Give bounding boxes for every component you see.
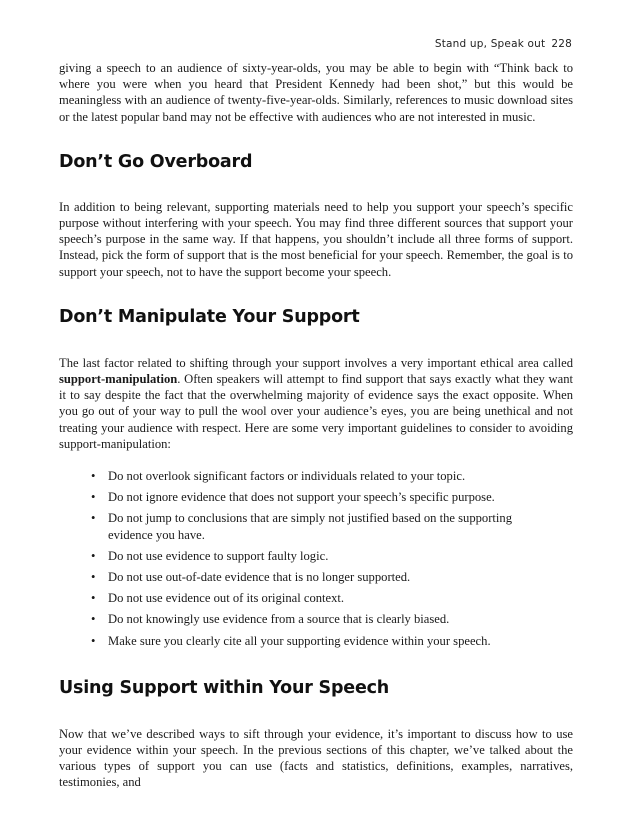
bullet-icon: • [91, 633, 96, 648]
running-header [435, 38, 572, 50]
list-item-text: Do not knowingly use evidence from a source that is clearly biased. [108, 612, 450, 627]
heading-dont-manipulate-support: Don’t Manipulate Your Support [59, 306, 360, 327]
list-item-text: Do not jump to conclusions that are simply not justified based on the supporting evidence you have. [108, 511, 513, 542]
list-item [91, 489, 551, 505]
heading-using-support: Using Support within Your Speech [59, 677, 390, 698]
bullet-icon: • [91, 612, 96, 627]
heading-dont-go-overboard: Don’t Go Overboard [59, 151, 253, 172]
list-item-text: Do not use evidence out of its original context. [108, 591, 345, 606]
bullet-icon: • [91, 490, 96, 505]
key-term-support-manipulation: support-manipulation [59, 372, 178, 387]
manipulate-paragraph [59, 355, 573, 452]
bullet-icon: • [91, 511, 96, 526]
list-item [91, 633, 551, 649]
intro-paragraph: giving a speech to an audience of sixty-year-olds, you may be able to begin with “Think back to where you were when you heard that President Kennedy had been shot,” but this would be meaningless with an audience of twenty-five-year-olds. Similarly, references to music download sites or the latest popular band may not be effective with audiences who are not interested in music. [59, 61, 573, 124]
guidelines-list [59, 468, 551, 649]
page-number: 228 [551, 38, 572, 50]
bullet-icon: • [91, 469, 96, 484]
list-item-text: Make sure you clearly cite all your supporting evidence within your speech. [108, 633, 491, 648]
list-item [91, 590, 551, 606]
list-item [91, 569, 551, 585]
list-item-text: Do not overlook significant factors or individuals related to your topic. [108, 469, 466, 484]
using-support-paragraph: Now that we’ve described ways to sift through your evidence, it’s important to discuss how to use your evidence within your speech. In the previous sections of this chapter, we’ve talked about the various types of support you can use (facts and statistics, definitions, examples, narratives, testimonies, and [59, 726, 573, 790]
overboard-paragraph: In addition to being relevant, supporting materials need to help you support your speech’s specific purpose without interfering with your speech. You may find three different sources that support your speech’s purpose in the same way. If that happens, you shouldn’t include all three forms of support. Instead, pick the form of support that is the most beneficial for your speech. Remember, the goal is to support your speech, not to have the support become your speech. [59, 199, 573, 279]
bullet-icon: • [91, 591, 96, 606]
list-item-text: Do not use out-of-date evidence that is no longer supported. [108, 570, 411, 585]
list-item [91, 611, 551, 627]
bullet-icon: • [91, 570, 96, 585]
manipulate-text-before: The last factor related to shifting through your support involves a very important ethical area called [59, 355, 573, 370]
book-title: Stand up, Speak out [434, 38, 546, 50]
page-content [59, 60, 573, 791]
list-item [91, 548, 551, 564]
bullet-icon: • [91, 548, 96, 563]
list-item-text: Do not use evidence to support faulty logic. [108, 548, 329, 563]
manipulate-text-after: . Often speakers will attempt to find support that says exactly what they want it to say despite the fact that the overwhelming majority of evidence says the exact opposite. When you go out of your way to pull the wool over your audience’s eyes, you are being unethical and not treating your audience with respect. Here are some very important guidelines to consider to avoiding support-manipulation: [59, 372, 573, 451]
list-item [91, 468, 551, 484]
list-item [91, 510, 551, 542]
list-item-text: Do not ignore evidence that does not support your speech’s specific purpose. [108, 490, 495, 505]
